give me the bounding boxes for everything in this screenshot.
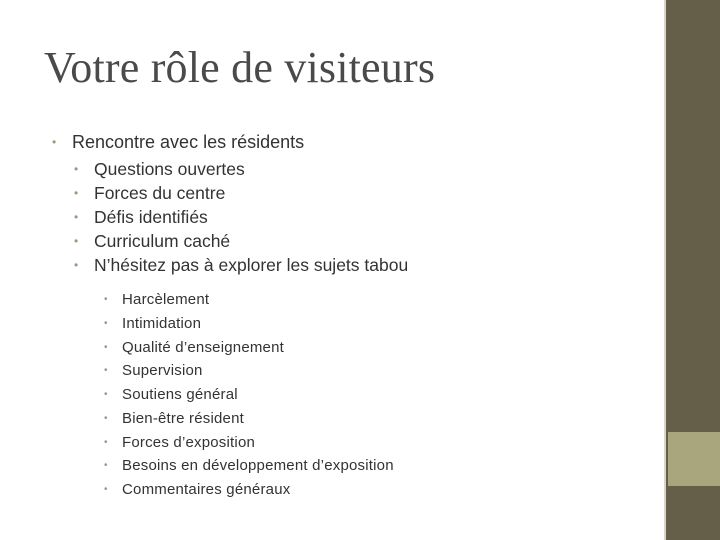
list-item-text: Besoins en développement d’exposition	[122, 457, 394, 475]
list-item-text: Bien-être résident	[122, 409, 244, 427]
list-item-text: Curriculum caché	[94, 231, 231, 251]
list-item	[74, 205, 408, 229]
bullet-icon: •	[74, 210, 79, 224]
list-item	[104, 383, 394, 407]
list-item-text: Forces d’exposition	[122, 433, 256, 451]
list-item-text: Rencontre avec les résidents	[72, 132, 305, 152]
list-item-text: Forces du centre	[94, 183, 226, 203]
bullet-icon: •	[52, 135, 57, 149]
bullet-icon: •	[74, 258, 79, 272]
bullet-icon: •	[74, 162, 79, 176]
list-item	[104, 336, 394, 360]
list-item	[52, 130, 304, 154]
list-item	[74, 253, 408, 277]
bullet-icon: •	[104, 412, 108, 424]
list-item	[104, 312, 394, 336]
list-item-text: Harcèlement	[122, 291, 210, 308]
bullet-icon: •	[74, 186, 79, 200]
bullet-icon: •	[104, 294, 108, 305]
bullet-icon: •	[104, 484, 108, 495]
list-item	[104, 454, 394, 478]
bullet-icon: •	[104, 317, 108, 329]
list-item-text: Soutiens général	[122, 386, 238, 403]
bullet-icon: •	[104, 389, 108, 400]
bullet-icon: •	[104, 365, 108, 377]
list-item	[74, 157, 408, 181]
list-item-text: Qualité d’enseignement	[122, 338, 285, 356]
bullet-list-level-3	[104, 288, 394, 502]
bullet-icon: •	[104, 460, 108, 472]
list-item	[104, 431, 394, 455]
bullet-list-level-1	[52, 130, 304, 154]
list-item-text: N’hésitez pas à explorer les sujets tabou	[94, 255, 409, 275]
bullet-icon: •	[74, 234, 79, 248]
list-item-text: Supervision	[122, 362, 203, 380]
list-item	[104, 407, 394, 431]
bullet-icon: •	[104, 436, 108, 448]
list-item	[74, 181, 408, 205]
slide-title: Votre rôle de visiteurs	[44, 43, 436, 92]
list-item-text: Questions ouvertes	[94, 159, 245, 179]
list-item	[104, 478, 394, 502]
bullet-icon: •	[104, 341, 108, 353]
list-item	[104, 288, 394, 312]
list-item	[104, 359, 394, 383]
bullet-list-level-2	[74, 157, 408, 277]
list-item-text: Commentaires généraux	[122, 481, 291, 498]
list-item-text: Défis identifiés	[94, 207, 208, 227]
list-item	[74, 229, 408, 253]
sidebar-accent-block	[668, 432, 720, 486]
list-item-text: Intimidation	[122, 314, 202, 332]
